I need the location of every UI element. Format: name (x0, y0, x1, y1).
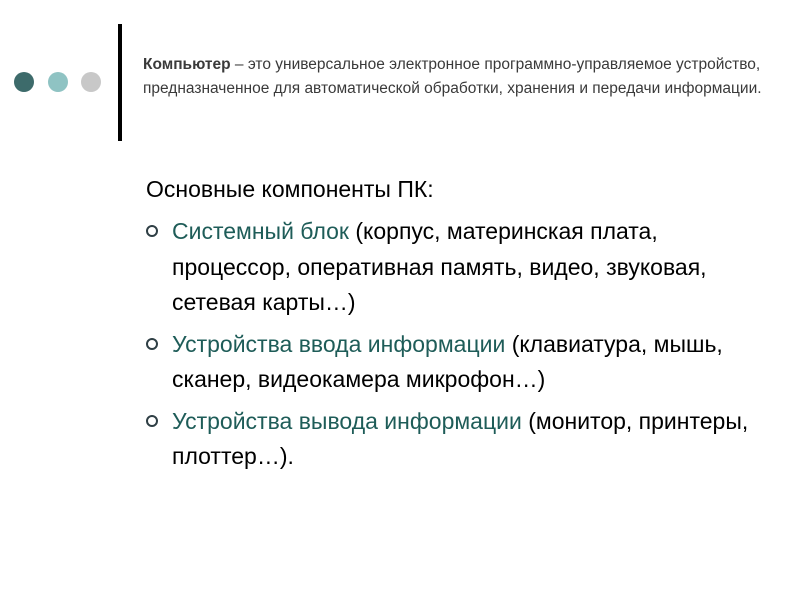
title-definition: – это универсальное электронное программно-управляемое устройство, предназначенное для автоматической обработки, хранения и передачи информации. (143, 56, 762, 97)
item-accent: Системный блок (172, 218, 349, 244)
components-list (146, 214, 766, 475)
dot-gray (81, 72, 101, 92)
item-details: (корпус, материнская плата, процессор, оперативная память, видео, звуковая, сетевая карты…) (172, 218, 707, 315)
list-item (146, 327, 766, 398)
ring-bullet-icon (146, 225, 158, 237)
ring-bullet-icon (146, 415, 158, 427)
slide-title (143, 53, 763, 101)
item-accent: Устройства вывода информации (172, 407, 522, 434)
title-term: Компьютер (143, 56, 231, 73)
ring-bullet-icon (146, 338, 158, 350)
list-item (146, 214, 766, 321)
dot-dark-teal (14, 72, 34, 92)
dot-light-teal (48, 72, 68, 92)
list-item (146, 404, 766, 475)
item-accent: Устройства ввода информации (172, 330, 506, 357)
components-heading: Основные компоненты ПК: (146, 176, 434, 202)
vertical-divider (118, 24, 122, 141)
item-details: (клавиатура, мышь, сканер, видеокамера микрофон…) (172, 330, 723, 392)
item-details: (монитор, принтеры, плоттер…). (172, 407, 749, 469)
slide-content (146, 174, 766, 481)
